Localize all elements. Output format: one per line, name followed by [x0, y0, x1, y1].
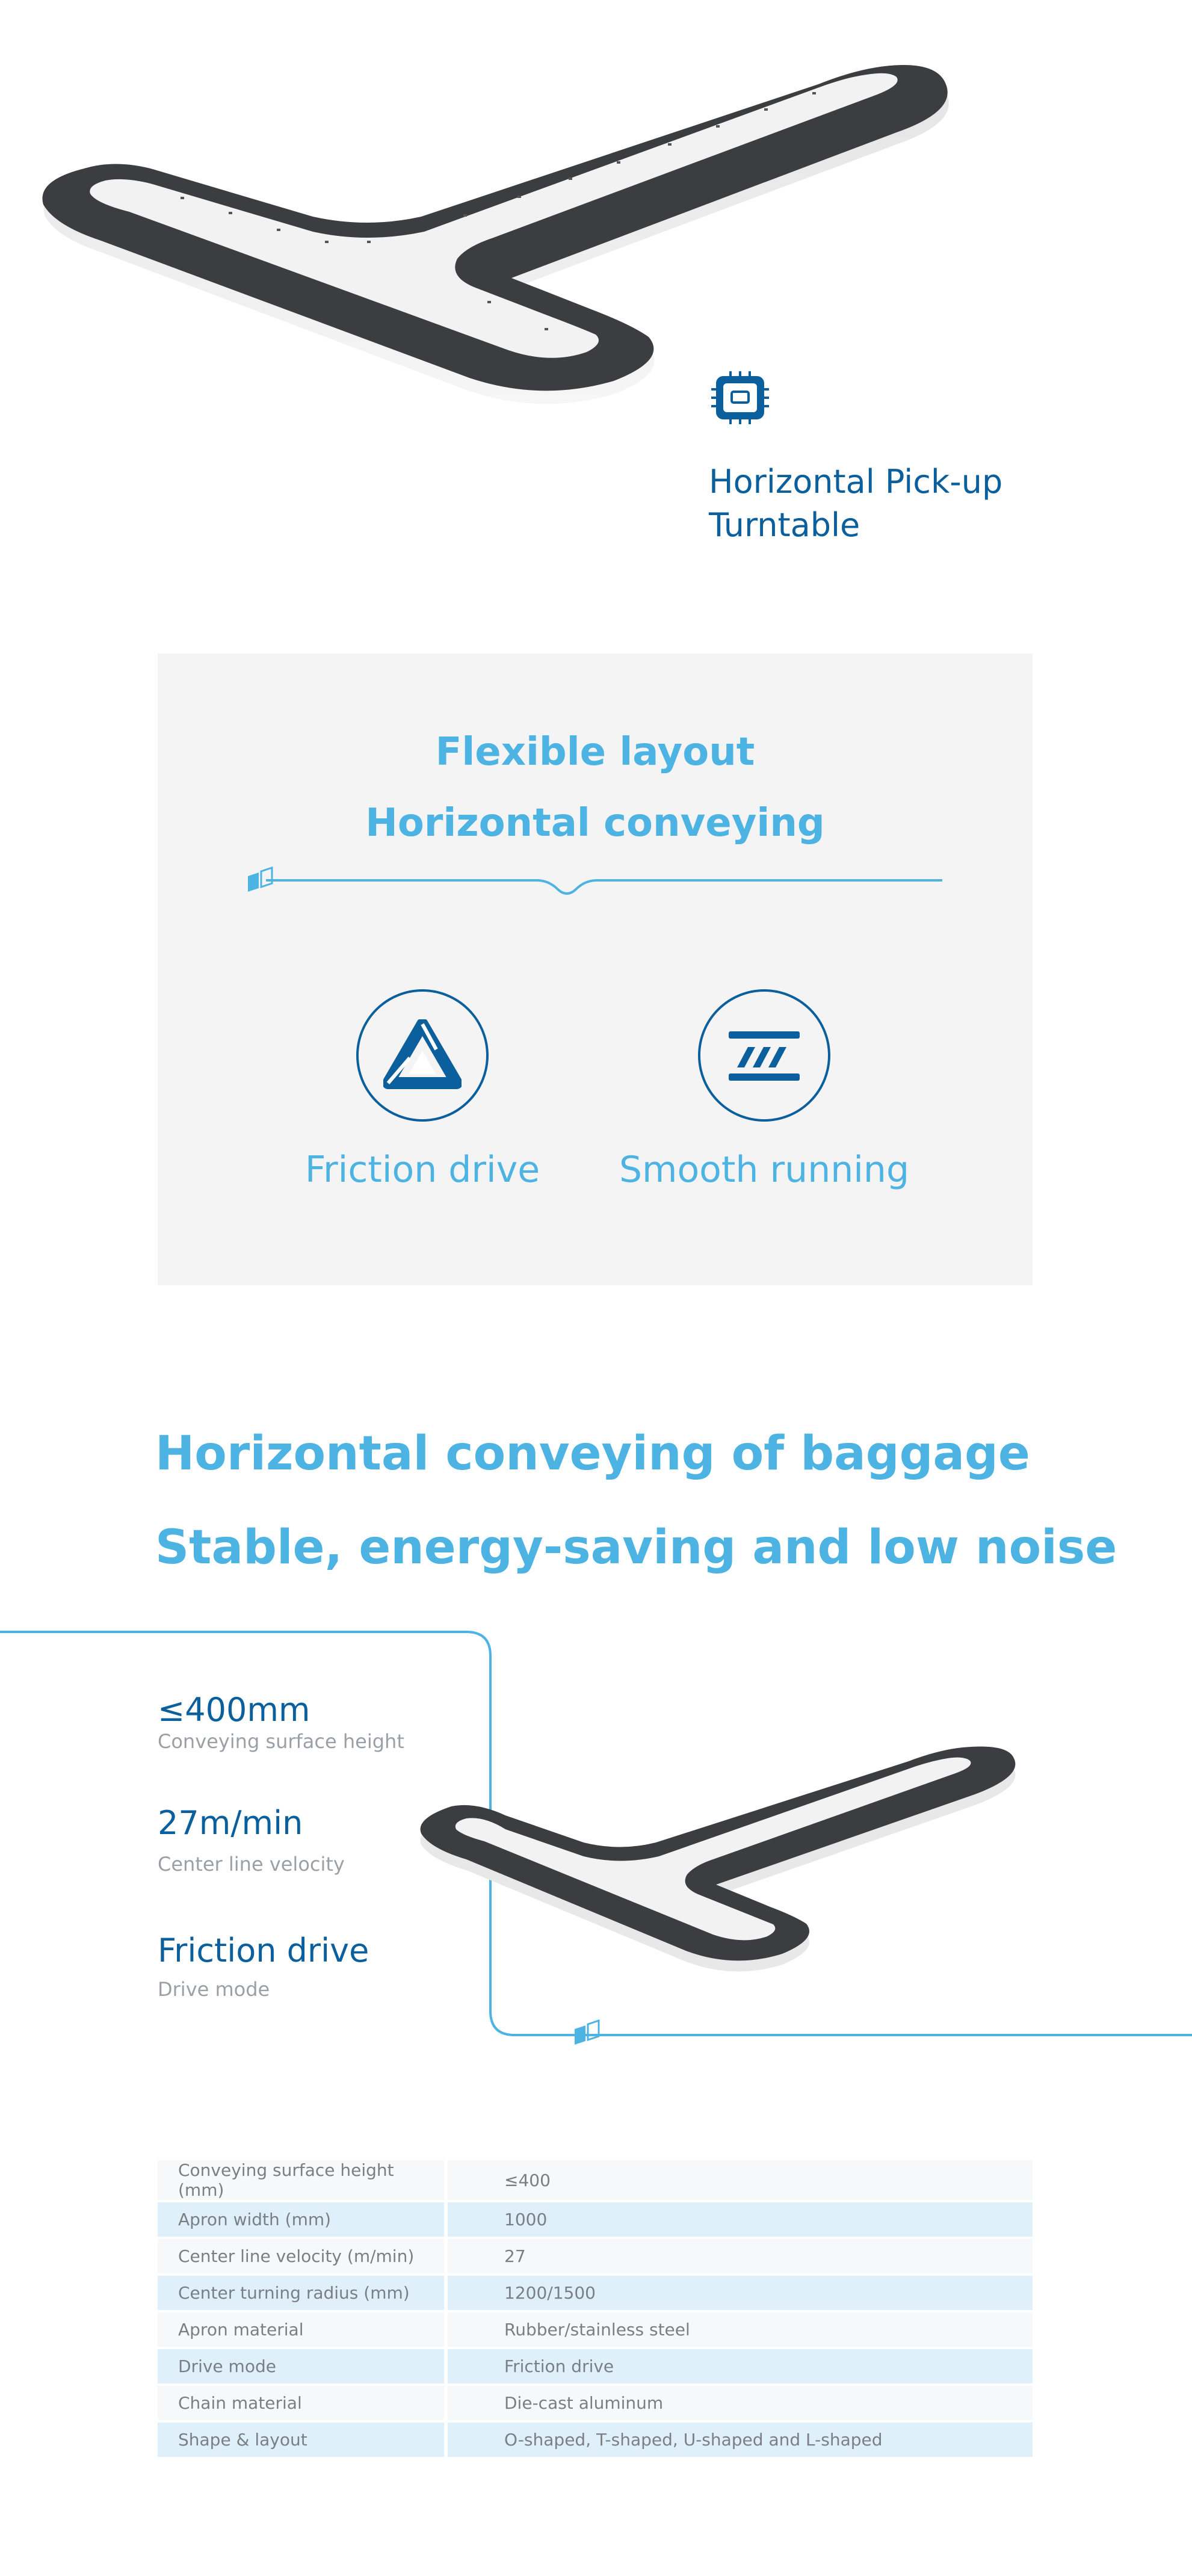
table-cell-key: Shape & layout — [158, 2423, 448, 2459]
table-row — [158, 2312, 1033, 2349]
feature-label-friction-drive: Friction drive — [304, 1149, 540, 1191]
table-cell-value: 27 — [448, 2239, 1033, 2276]
spec-caption-height: Conveying surface height — [158, 1730, 404, 1753]
product-title-line2: Turntable — [709, 506, 860, 544]
table-cell-key: Center turning radius (mm) — [158, 2276, 448, 2312]
table-cell-key: Conveying surface height (mm) — [158, 2160, 448, 2202]
table-cell-value: Rubber/stainless steel — [448, 2312, 1033, 2349]
smooth-running-badge — [698, 989, 830, 1122]
stripes-icon — [725, 1025, 803, 1086]
table-cell-value: Die-cast aluminum — [448, 2386, 1033, 2423]
table-row — [158, 2423, 1033, 2459]
spec-caption-drive: Drive mode — [158, 1978, 270, 2001]
spec-caption-velocity: Center line velocity — [158, 1853, 345, 1876]
feature-panel — [158, 653, 1033, 1285]
product-title-line1: Horizontal Pick-up — [709, 463, 1003, 501]
turntable-illustration-2 — [409, 1715, 1125, 1992]
table-row — [158, 2386, 1033, 2423]
table-row — [158, 2276, 1033, 2312]
table-row — [158, 2160, 1033, 2202]
headline-line2: Stable, energy-saving and low noise — [155, 1521, 1117, 1575]
table-cell-key: Chain material — [158, 2386, 448, 2423]
product-title — [709, 460, 1046, 547]
feature-label-smooth-running: Smooth running — [619, 1149, 910, 1191]
table-cell-key: Apron width (mm) — [158, 2202, 448, 2239]
flag-icon — [575, 2021, 599, 2045]
table-cell-key: Drive mode — [158, 2349, 448, 2386]
turntable-illustration — [0, 0, 1192, 433]
spec-value-drive: Friction drive — [158, 1932, 369, 1969]
table-row — [158, 2239, 1033, 2276]
triangle-logo-icon — [383, 1019, 462, 1092]
spec-value-height: ≤400mm — [158, 1691, 310, 1729]
table-cell-value: Friction drive — [448, 2349, 1033, 2386]
table-cell-key: Apron material — [158, 2312, 448, 2349]
friction-drive-badge — [356, 989, 489, 1122]
table-cell-value: 1200/1500 — [448, 2276, 1033, 2312]
table-cell-value: 1000 — [448, 2202, 1033, 2239]
parameter-table — [158, 2160, 1033, 2459]
divider-line — [248, 858, 942, 906]
spec-value-velocity: 27m/min — [158, 1804, 303, 1842]
panel-heading-1: Flexible layout — [435, 730, 755, 774]
table-cell-value: O-shaped, T-shaped, U-shaped and L-shaped — [448, 2423, 1033, 2459]
chip-board-icon — [709, 371, 771, 424]
table-cell-key: Center line velocity (m/min) — [158, 2239, 448, 2276]
table-row — [158, 2349, 1033, 2386]
panel-heading-2: Horizontal conveying — [365, 801, 825, 845]
table-cell-value: ≤400 — [448, 2160, 1033, 2202]
headline-line1: Horizontal conveying of baggage — [155, 1427, 1030, 1481]
table-row — [158, 2202, 1033, 2239]
